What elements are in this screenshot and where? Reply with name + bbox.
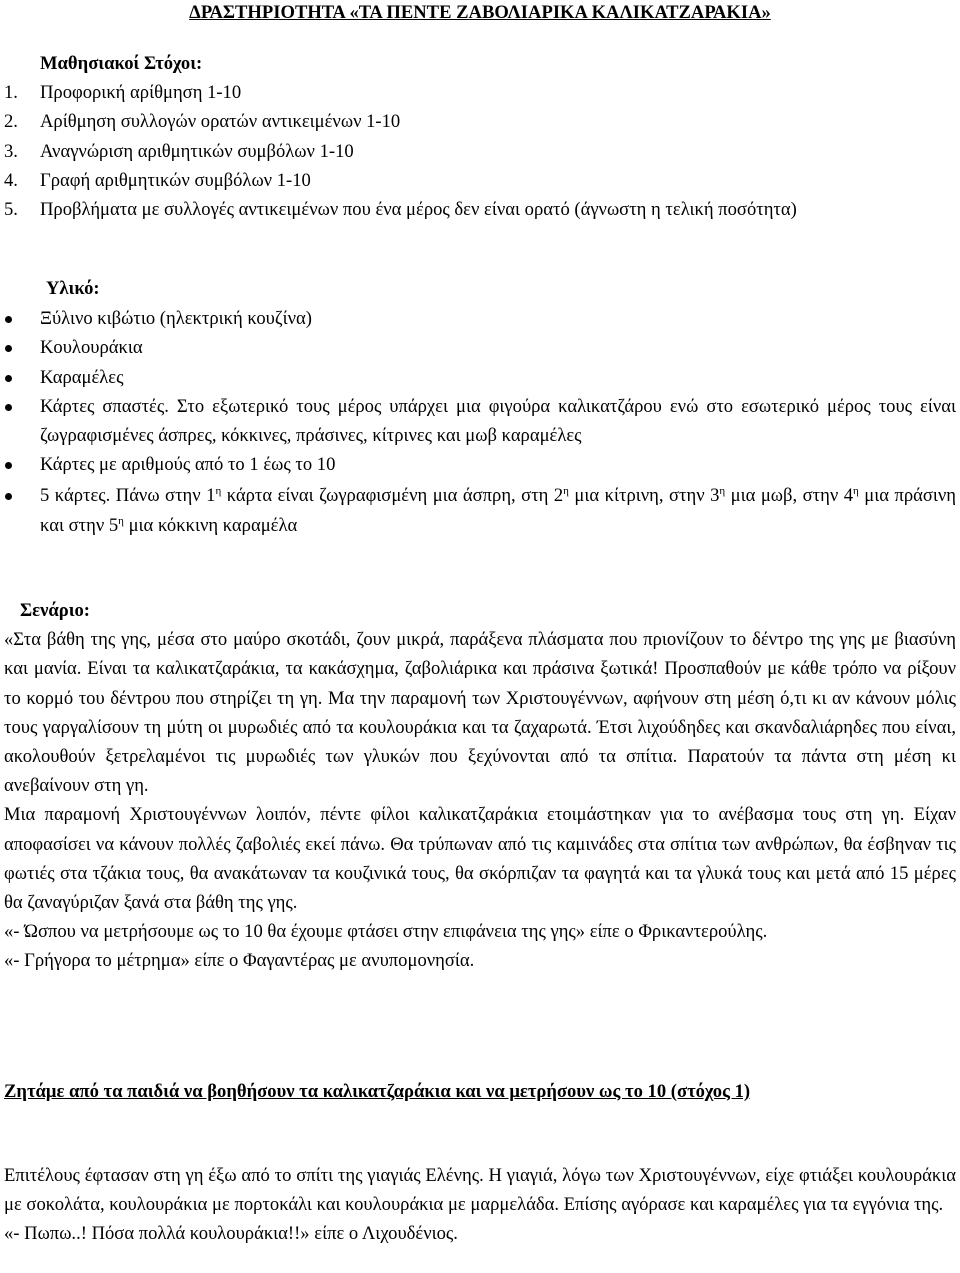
bullet-icon	[5, 493, 12, 500]
bullet-icon	[5, 404, 12, 411]
story-section	[4, 1161, 956, 1249]
scenario-section	[4, 596, 956, 976]
item-text: Κουλουράκια	[40, 337, 143, 359]
list-item	[4, 137, 956, 166]
list-item	[4, 450, 956, 479]
scenario-paragraph: «Στα βάθη της γης, μέσα στο μαύρο σκοτάδι, ζουν μικρά, παράξενα πλάσματα που πριονίζουν το δέντρο της γης με βιασύνη και μανία. Είναι τα καλικατζαράκια, τα κακάσχημα, ζαβολιάρικα και πράσινα ξωτικά! Προσπαθούν με κάθε τρόπο να ρίξουν το κορμό του δέντρου που στηρίζει τη γη. Μα την παραμονή των Χριστουγέννων, αφήνουν στη μέση ό,τι κι αν κάνουν μόλις τους γαργαλίσουν τη μύτη οι μυρωδιές από τα κουλουράκια και τα ζαχαρωτά. Έτσι λιχούδηδες και σκανδαλιάρηδες που είναι, ακολουθούν ξετρελαμένοι τις μυρωδιές των γλυκών που ξεχύνονται από τα σπίτια. Παρατούν τα πάντα στη μέση κι ανεβαίνουν στη γη.	[4, 629, 956, 797]
story-paragraph: «- Πωπω..! Πόσα πολλά κουλουράκια!!» είπε ο Λιχουδένιος.	[4, 1223, 458, 1245]
bullet-icon	[5, 375, 12, 382]
list-item	[4, 107, 956, 136]
list-item	[4, 166, 956, 195]
materials-section	[4, 274, 956, 540]
item-number: 4.	[4, 169, 18, 191]
item-text: Αρίθμηση συλλογών ορατών αντικειμένων 1-10	[40, 111, 401, 133]
item-number: 3.	[4, 140, 18, 162]
bullet-icon	[5, 345, 12, 352]
task-text: Ζητάμε από τα παιδιά να βοηθήσουν τα καλικατζαράκια και να μετρήσουν ως το 10 (στόχος 1)	[4, 1081, 751, 1102]
item-number: 5.	[4, 199, 18, 221]
materials-heading: Υλικό:	[46, 278, 100, 299]
list-item	[4, 481, 956, 539]
bullet-icon	[5, 462, 12, 469]
objectives-list	[4, 78, 956, 224]
item-text: Καραμέλες	[40, 366, 124, 388]
item-text: Ξύλινο κιβώτιο (ηλεκτρική κουζίνα)	[40, 308, 312, 330]
item-text: Προφορική αρίθμηση 1-10	[40, 82, 242, 104]
list-item	[4, 333, 956, 362]
list-item	[4, 304, 956, 333]
item-number: 1.	[4, 82, 18, 104]
list-item	[4, 363, 956, 392]
objectives-heading: Μαθησιακοί Στόχοι:	[40, 53, 203, 74]
scenario-heading: Σενάριο:	[20, 600, 90, 621]
scenario-paragraph: «- Ώσπου να μετρήσουμε ως το 10 θα έχουμε φτάσει στην επιφάνεια της γης» είπε ο Φρικαντερούλης.	[4, 921, 768, 943]
list-item	[4, 195, 956, 224]
item-number: 2.	[4, 111, 18, 133]
scenario-paragraph: Μια παραμονή Χριστουγέννων λοιπόν, πέντε φίλοι καλικατζαράκια ετοιμάστηκαν για το ανέβασμα τους στη γη. Είχαν αποφασίσει να κάνουν πολλές ζαβολιές εκεί πάνω. Θα τρύπωναν από τις καμινάδες στα σπίτια των ανθρώπων, θα έσβηναν τις φωτιές στα τζάκια τους, θα ανακάτωναν τα κουζινικά τους, θα σκόρπιζαν τα φαγητά και τα γλυκά τους και μετά από 15 μέρες θα ζαναγύριζαν ξανά στα βάθη της γης.	[4, 804, 956, 914]
item-text: Αναγνώριση αριθμητικών συμβόλων 1-10	[40, 140, 354, 162]
objectives-section	[4, 49, 956, 224]
materials-list	[4, 304, 956, 540]
list-item	[4, 78, 956, 107]
list-item	[4, 392, 956, 450]
item-text: 5 κάρτες. Πάνω στην $1^\eta$ κάρτα είναι ζωγραφισμένη μια άσπρη, στη $2^\eta$ μια κίτρινη, στην $3^\eta$ μια μωβ, στην $4^\eta$ μια πράσινη και στην $5^\eta$ μια κόκκινη καραμέλα	[40, 485, 957, 536]
bullet-icon	[5, 316, 12, 323]
page-title: ΔΡΑΣΤΗΡΙΟΤΗΤΑ «ΤΑ ΠΕΝΤΕ ΖΑΒΟΛΙΑΡΙΚΑ ΚΑΛΙΚΑΤΖΑΡΑΚΙΑ»	[189, 2, 771, 23]
task-section	[4, 1077, 904, 1106]
item-text: Κάρτες με αριθμούς από το 1 έως το 10	[40, 454, 336, 476]
scenario-paragraph: «- Γρήγορα το μέτρημα» είπε ο Φαγαντέρας με ανυπομονησία.	[4, 950, 475, 972]
item-text: Κάρτες σπαστές. Στο εξωτερικό τους μέρος υπάρχει μια φιγούρα καλικατζάρου ενώ στο εσωτερικό μέρος τους είναι ζωγραφισμένες άσπρες, κόκκινες, πράσινες, κίτρινες και μωβ καραμέλες	[40, 395, 956, 447]
item-text: Προβλήματα με συλλογές αντικειμένων που ένα μέρος δεν είναι ορατό (άγνωστη η τελική ποσότητα)	[40, 199, 797, 221]
story-paragraph: Επιτέλους έφτασαν στη γη έξω από το σπίτι της γιαγιάς Ελένης. Η γιαγιά, λόγω των Χριστουγέννων, είχε φτιάξει κουλουράκια με σοκολάτα, κουλουράκια με πορτοκάλι και κουλουράκια με μαρμελάδα. Επίσης αγόρασε και καραμέλες για τα εγγόνια της.	[4, 1165, 956, 1216]
item-text: Γραφή αριθμητικών συμβόλων 1-10	[40, 169, 311, 191]
